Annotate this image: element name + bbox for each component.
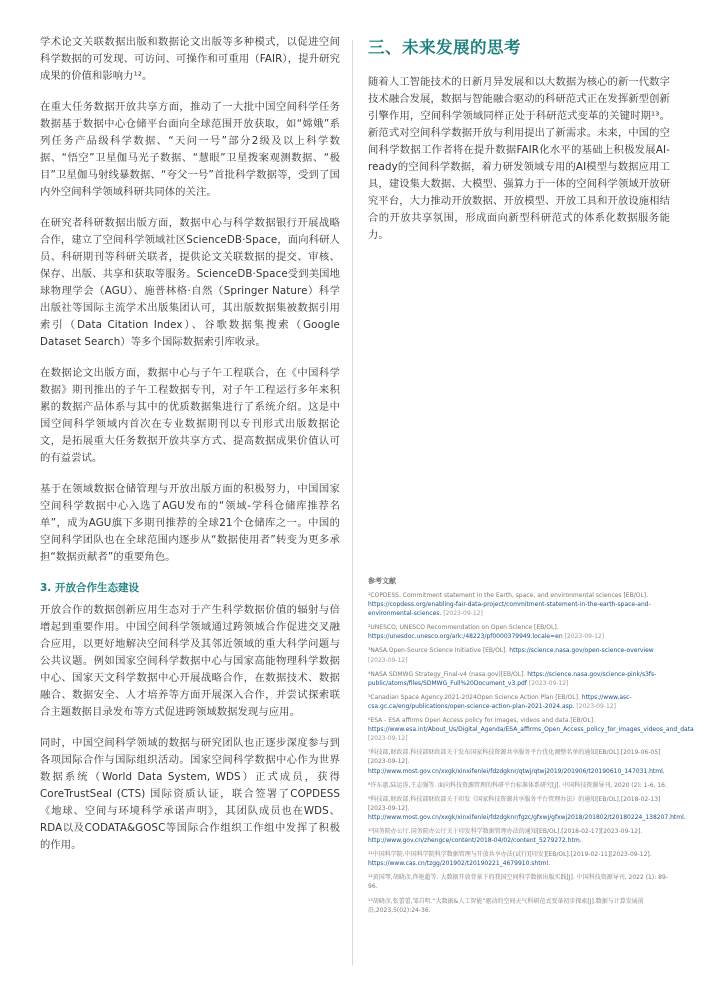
paragraph-data-papers: 在数据论文出版方面，数据中心与子午工程联合，在《中国科学数据》期刊推出的子午工程数据专刊，对子午工程运行多年来积累的数据产品体系与其中的优质数据集进行了系统介绍。这是中国空间科学领域内首次在专业数据期刊以专刊形式出版数据论文，是拓展重大任务数据开放共享方式、提高数据成果价值认可的有益尝试。 — [40, 367, 340, 464]
reference-item: ⁶ESA - ESA affirms Open Access policy for images, videos and data.[EB/OL]. https://www.esa.int/About_Us/Digital_Agenda/ESA_affirms_Open_Access_policy_for_images_videos_and_data [2023-09-12] — [368, 717, 694, 743]
paragraph-repository-recognition: 基于在领域数据仓储管理与开放出版方面的积极努力，中国国家空间科学数据中心入选了AGU发布的“领域-学科仓储库推荐名单”，成为AGU旗下多期刊推荐的全球21个仓储库之一。中国的空间科学团队也在全球范围内逐步从“数据使用者”转变为更多承担“数据贡献者”的重要角色。 — [40, 483, 340, 563]
reference-item: ⁸许东惠,陆运涛,王志强等. 面向科技资源管理的科研平台标准体系研究[J]. 中国科技资源导刊, 2020 (2): 1-6, 16. — [368, 781, 667, 789]
references-list — [368, 591, 694, 920]
reference-link[interactable]: http://www.most.gov.cn/xxgk/xinxifenlei/fdzdgknr/qtwj/qtwj2019/201906/t20190610_147031.html. — [368, 767, 665, 775]
reference-link[interactable]: https://science.nasa.gov/open-science-overview — [509, 647, 654, 655]
reference-link[interactable]: https://www.esa.int/About_Us/Digital_Agenda/ESA_affirms_Open_Access_policy_for_images_videos_and_data — [368, 726, 694, 734]
reference-link[interactable]: https://unesdoc.unesco.org/ark:/48223/pf0000379949.locale=en — [368, 633, 563, 641]
reference-link[interactable]: http://www.most.gov.cn/xxgk/xinxifenlei/fdzdgknr/fgzc/gfxwj/gfxwj2018/201802/t20180224_138207.html. — [368, 813, 686, 821]
reference-link[interactable]: https://www.cas.cn/tzgg/201902/t20190221_4679910.shtml. — [368, 860, 551, 868]
reference-item: ¹³胡晓彦,张蕾蕾,邹自明.“大数据&人工智能”驱动的空间天气科研范式变革初步探索[J].数据与计算发展前沿,2023,5(02):24-36. — [368, 897, 644, 914]
paragraph-researcher-publishing: 在研究者科研数据出版方面，数据中心与科学数据银行开展战略合作，建立了空间科学领域社区ScienceDB·Space，面向科研人员、科研期刊等科研关联者，提供论文关联数据的提交、审核、保存、出版、共享和获取等服务。ScienceDB·Space受到美国地球物理学会（AGU）、施普林格·自然（Springer Nature）科学出版社等国际主流学术出版集团认可，其出版数据集被数据引用索引（Data Citation Index）、谷歌数据集搜索（Google Dataset Search）等多个国际数据索引库收录。 — [40, 217, 340, 348]
reference-link[interactable]: https://copdess.org/enabling-fair-data-project/commitment-statement-in-the-earth-space-and-environmental-sciences. — [368, 601, 651, 618]
section-heading-future: 三、未来发展的思考 — [368, 38, 521, 57]
column-divider — [352, 40, 353, 965]
reference-item: ¹COPDESS. Commitment statement in the Earth, space, and environmental sciences [EB/OL]. https://copdess.org/enabling-fair-data-project/commitment-statement-in-the-earth-space-and-environmental-sciences. [2023-09-12] — [368, 592, 651, 618]
reference-item: ²UNESCO, UNESCO Recommendation on Open Science [EB/OL]. https://unesdoc.unesco.org/ark:/48223/pf0000379949.locale=en [2023-09-12] — [368, 624, 605, 641]
reference-item: ⁹科技部,财政部.科技部财政部关于印发《国家科技资源共享服务平台管理办法》的通知[EB/OL].[2018-02-13][2023-09-12]. http://www.most.gov.cn/xxgk/xinxifenlei/fdzdgknr/fgzc/gfxwj/gfxwj2018/201802/t20180224_138207.html. — [368, 795, 686, 821]
reference-item: ⁷科技部,财政部.科技部财政部关于发布国家科技资源共享服务平台优化调整名单的通知[EB/OL].[2019-06-05][2023-09-12]. http://www.most.gov.cn/xxgk/xinxifenlei/fdzdgknr/qtwj/qtwj2019/201906/t20190610_147031.html. — [368, 749, 665, 775]
paragraph-future-thoughts: 随着人工智能技术的日新月异发展和以大数据为核心的新一代数字技术融合发展，数据与智能融合驱动的科研范式正在发挥新型创新引擎作用，空间科学领域同样正处于科研范式变革的关键时期¹³。新范式对空间科学数据开放与利用提出了新需求。未来，中国的空间科学数据工作者将在提升数据FAIR化水平的基础上积极发展AI-ready的空间科学数据，着力研发领域专用的AI模型与数据应用工具，建设集大数据、大模型、强算力于一体的空间科学领域开放研究平台，大力推动开放数据、开放模型、开放工具和开放设施相结合的开放共享氛围，形成面向新型科研范式的体系化数据服务能力。 — [368, 76, 670, 241]
reference-link[interactable]: https://www.asc-csa.gc.ca/eng/publications/open-science-action-plan-2021-2024.asp. — [368, 693, 632, 710]
left-column — [40, 34, 340, 868]
reference-item: ¹⁰国务院办公厅.国务院办公厅关于印发科学数据管理办法的通知[EB/OL].[2018-02-17][2023-09-12]. http://www.gov.cn/zhengce/content/2018-04/02/content_5279272.htm. — [368, 827, 643, 845]
reference-item: ¹²黄国琴,胡晓彦,佟艳超等. 大数据开放背景下的我国空间科学数据出版实践[J]. 中国科技资源导刊, 2022 (1): 89-96. — [368, 874, 668, 891]
reference-item: ⁴NASA SDMWG Strategy_Final-v4 (nasa.gov)[EB/OL]. https://science.nasa.gov/science-pink/s3fs-public/atoms/files/SDMWG_Full%20Document_v3.pdf [2023-09-12] — [368, 670, 657, 687]
reference-item: ¹¹中国科学院.中国科学院科学数据管理与开放共享办法(试行)[印发][EB/OL].[2019-02-11][2023-09-12]. https://www.cas.cn/tzgg/201902/t20190221_4679910.shtml. — [368, 851, 652, 868]
reference-item: ⁵Canadian Space Agency.2021-2024Open Science Action Plan [EB/OL]. https://www.asc-csa.gc.ca/eng/publications/open-science-action-plan-2021-2024.asp. [2023-09-12] — [368, 693, 632, 710]
references-title: 参考文献 — [368, 577, 396, 585]
paragraph-ecosystem: 开放合作的数据创新应用生态对于产生科学数据价值的辐射与倍增起到重要作用。中国空间科学领域通过跨领域合作促进交叉融合应用，以更好地解决空间科学及其邻近领域的重大科学问题与公共议题。例如国家空间科学数据中心与国家高能物理科学数据中心、国家天文科学数据中心开展战略合作，在数据技术、数据融合、数据安全、人才培养等方面开展深入合作，并尝试探索联合主题数据目录发布等方式促进跨领域数据发现与应用。 — [40, 604, 340, 718]
paragraph-mission-data: 在重大任务数据开放共享方面，推动了一大批中国空间科学任务数据基于数据中心仓储平台面向全球范围开放获取，如“嫦娥”系列任务产品级科学数据、“天问一号”部分2级及以上科学数据、“悟空”卫星伽马光子数据、“慧眼”卫星拨案观测数据、“极目”卫星伽马射线暴数据、“夸父一号”首批科学数据等，受到了国内外空间科学领域科研共同体的关注。 — [40, 101, 340, 198]
subsection-heading-open-cooperation: 3. 开放合作生态建设 — [40, 582, 139, 594]
reference-link[interactable]: http://www.gov.cn/zhengce/content/2018-04/02/content_5279272.htm. — [368, 837, 582, 845]
right-column — [368, 36, 694, 914]
reference-link[interactable]: https://science.nasa.gov/science-pink/s3fs-public/atoms/files/SDMWG_Full%20Document_v3.pdf — [368, 670, 657, 687]
reference-item: ³NASA.Open-Source Science Initiative [EB/OL]. https://science.nasa.gov/open-science-overview [2023-09-12] — [368, 647, 654, 664]
paragraph-fair-intro: 学术论文关联数据出版和数据论文出版等多种模式，以促进空间科学数据的可发现、可访问、可操作和可重用（FAIR），提升研究成果的价值和影响力¹²。 — [40, 36, 340, 82]
paragraph-international: 同时，中国空间科学领域的数据与研究团队也正逐步深度参与到各项国际合作与国际组织活动。国家空间科学数据中心作为世界数据系统（World Data System, WDS）正式成员，获得CoreTrustSeal (CTS) 国际资质认证，联合签署了COPDESS《地球、空间与环境科学承诺声明》，其团队成员也在WDS、RDA以及CODATA&GOSC等国际合作组织工作组中发挥了积极的作用。 — [40, 737, 340, 851]
